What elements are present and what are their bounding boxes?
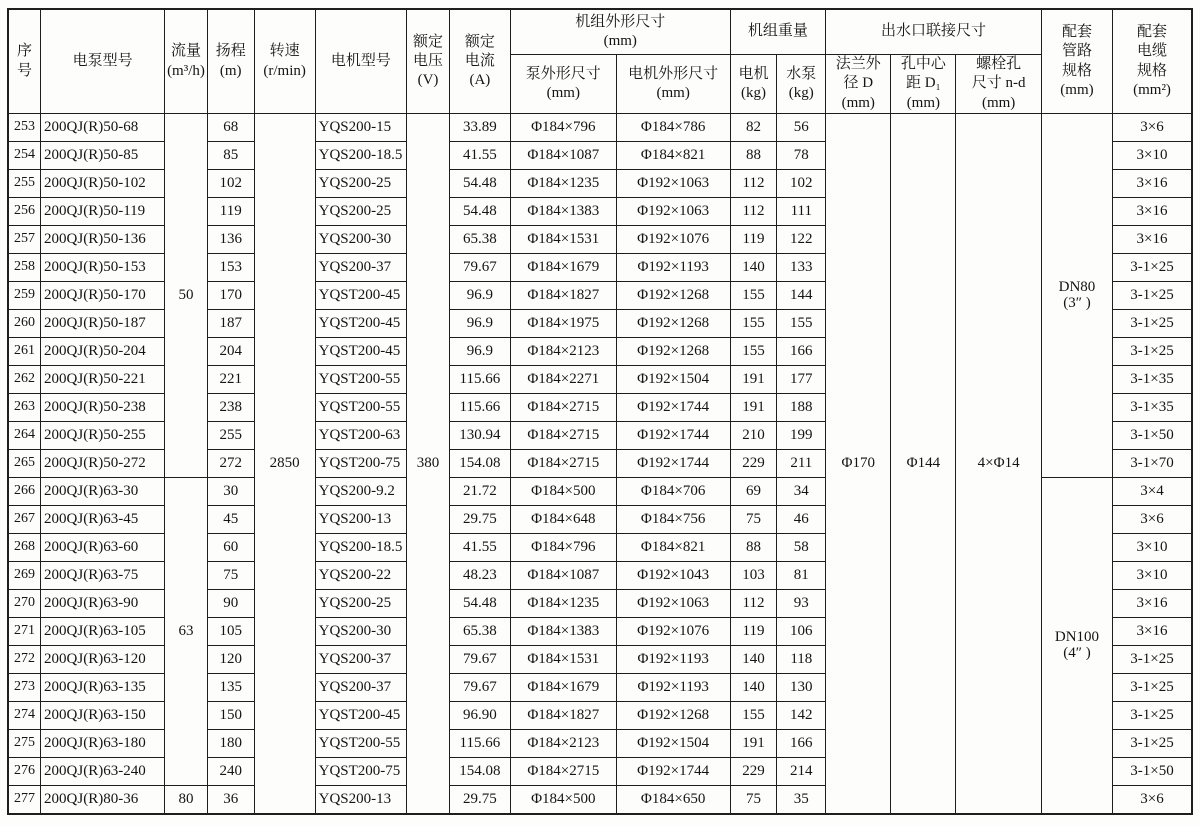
cell-serial: 261 (8, 338, 41, 366)
cell-cable-spec: 3×16 (1113, 590, 1192, 618)
cell-cable-spec: 3-1×25 (1113, 310, 1192, 338)
col-header-head: 扬程 (m) (207, 9, 254, 114)
cell-head: 120 (207, 646, 254, 674)
cell-cable-spec: 3-1×25 (1113, 646, 1192, 674)
cell-model: 200QJ(R)63-45 (41, 506, 165, 534)
cell-voltage: 380 (407, 114, 450, 815)
cell-motor-weight: 140 (730, 674, 777, 702)
cell-cable-spec: 3×6 (1113, 786, 1192, 815)
cell-motor-weight: 191 (730, 730, 777, 758)
cell-cable-spec: 3-1×25 (1113, 254, 1192, 282)
cell-cable-spec: 3-1×25 (1113, 282, 1192, 310)
col-header-motor-model: 电机型号 (315, 9, 407, 114)
col-header-voltage: 额定 电压 (V) (407, 9, 450, 114)
col-header-cable-spec: 配套 电缆 规格 (mm²) (1113, 9, 1192, 114)
cell-serial: 277 (8, 786, 41, 815)
cell-serial: 255 (8, 170, 41, 198)
col-header-motor-dimensions: 电机外形尺寸 (mm) (616, 55, 730, 114)
cell-serial: 273 (8, 674, 41, 702)
cell-motor-weight: 112 (730, 198, 777, 226)
cell-motor-model: YQST200-75 (315, 450, 407, 478)
col-header-bolt-hole-size: 螺栓孔 尺寸 n-d (mm) (956, 55, 1041, 114)
cell-current: 54.48 (449, 170, 510, 198)
cell-pump-dimensions: Φ184×2715 (510, 758, 616, 786)
cell-motor-weight: 88 (730, 142, 777, 170)
cell-motor-weight: 69 (730, 478, 777, 506)
cell-model: 200QJ(R)63-60 (41, 534, 165, 562)
cell-motor-dimensions: Φ192×1744 (616, 758, 730, 786)
cell-head: 36 (207, 786, 254, 815)
cell-motor-model: YQS200-13 (315, 506, 407, 534)
cell-pump-dimensions: Φ184×1531 (510, 646, 616, 674)
cell-model: 200QJ(R)50-187 (41, 310, 165, 338)
cell-motor-dimensions: Φ192×1268 (616, 702, 730, 730)
cell-current: 115.66 (449, 394, 510, 422)
cell-model: 200QJ(R)50-204 (41, 338, 165, 366)
col-group-unit-dimensions: 机组外形尺寸 (mm) (510, 9, 730, 55)
cell-motor-weight: 112 (730, 170, 777, 198)
cell-motor-dimensions: Φ192×1268 (616, 310, 730, 338)
cell-head: 150 (207, 702, 254, 730)
cell-current: 65.38 (449, 618, 510, 646)
cell-pump-weight: 102 (777, 170, 826, 198)
cell-pump-weight: 56 (777, 114, 826, 142)
cell-serial: 267 (8, 506, 41, 534)
cell-head: 30 (207, 478, 254, 506)
cell-cable-spec: 3×6 (1113, 114, 1192, 142)
cell-motor-dimensions: Φ192×1063 (616, 590, 730, 618)
cell-pump-dimensions: Φ184×1827 (510, 702, 616, 730)
cell-current: 79.67 (449, 674, 510, 702)
cell-current: 96.9 (449, 282, 510, 310)
cell-flange-od: Φ170 (826, 114, 891, 815)
cell-model: 200QJ(R)50-255 (41, 422, 165, 450)
cell-motor-model: YQS200-18.5 (315, 142, 407, 170)
cell-motor-weight: 88 (730, 534, 777, 562)
cell-head: 255 (207, 422, 254, 450)
cell-head: 180 (207, 730, 254, 758)
cell-current: 21.72 (449, 478, 510, 506)
cell-model: 200QJ(R)80-36 (41, 786, 165, 815)
cell-head: 135 (207, 674, 254, 702)
cell-motor-model: YQST200-55 (315, 366, 407, 394)
cell-motor-weight: 155 (730, 282, 777, 310)
cell-motor-weight: 191 (730, 366, 777, 394)
cell-pump-weight: 106 (777, 618, 826, 646)
cell-motor-weight: 103 (730, 562, 777, 590)
cell-motor-model: YQST200-63 (315, 422, 407, 450)
cell-head: 85 (207, 142, 254, 170)
cell-head: 204 (207, 338, 254, 366)
cell-motor-dimensions: Φ192×1744 (616, 394, 730, 422)
cell-motor-model: YQST200-45 (315, 702, 407, 730)
col-header-hole-center-distance: 孔中心 距 D₁ (mm) (891, 55, 956, 114)
cell-cable-spec: 3-1×25 (1113, 338, 1192, 366)
cell-head: 187 (207, 310, 254, 338)
table-row (8, 114, 1192, 142)
cell-motor-model: YQS200-30 (315, 226, 407, 254)
cell-motor-dimensions: Φ192×1504 (616, 366, 730, 394)
cell-cable-spec: 3×10 (1113, 534, 1192, 562)
cell-motor-dimensions: Φ192×1076 (616, 226, 730, 254)
cell-motor-model: YQS200-22 (315, 562, 407, 590)
cell-motor-dimensions: Φ192×1193 (616, 646, 730, 674)
cell-pump-dimensions: Φ184×796 (510, 534, 616, 562)
cell-current: 115.66 (449, 366, 510, 394)
cell-motor-weight: 140 (730, 646, 777, 674)
cell-model: 200QJ(R)63-135 (41, 674, 165, 702)
cell-cable-spec: 3-1×35 (1113, 366, 1192, 394)
cell-cable-spec: 3-1×25 (1113, 730, 1192, 758)
cell-motor-weight: 155 (730, 702, 777, 730)
cell-head: 45 (207, 506, 254, 534)
cell-motor-model: YQS200-25 (315, 590, 407, 618)
cell-cable-spec: 3×10 (1113, 142, 1192, 170)
cell-motor-weight: 75 (730, 506, 777, 534)
cell-serial: 272 (8, 646, 41, 674)
cell-motor-weight: 112 (730, 590, 777, 618)
cell-head: 105 (207, 618, 254, 646)
cell-pipe-spec: DN80 (3″ ) (1041, 114, 1112, 478)
cell-serial: 268 (8, 534, 41, 562)
cell-cable-spec: 3-1×50 (1113, 758, 1192, 786)
cell-motor-model: YQS200-37 (315, 254, 407, 282)
cell-pump-weight: 130 (777, 674, 826, 702)
cell-motor-dimensions: Φ184×706 (616, 478, 730, 506)
cell-pump-weight: 46 (777, 506, 826, 534)
cell-head: 221 (207, 366, 254, 394)
cell-serial: 276 (8, 758, 41, 786)
cell-motor-weight: 75 (730, 786, 777, 815)
cell-pump-weight: 211 (777, 450, 826, 478)
cell-model: 200QJ(R)63-30 (41, 478, 165, 506)
cell-serial: 264 (8, 422, 41, 450)
cell-motor-dimensions: Φ192×1744 (616, 450, 730, 478)
cell-model: 200QJ(R)50-153 (41, 254, 165, 282)
cell-head: 238 (207, 394, 254, 422)
cell-head: 240 (207, 758, 254, 786)
cell-head: 75 (207, 562, 254, 590)
cell-pump-dimensions: Φ184×500 (510, 478, 616, 506)
table-header (8, 9, 1192, 114)
table-body (8, 114, 1192, 815)
cell-current: 65.38 (449, 226, 510, 254)
cell-motor-weight: 191 (730, 394, 777, 422)
cell-current: 79.67 (449, 646, 510, 674)
cell-current: 96.90 (449, 702, 510, 730)
cell-pump-weight: 155 (777, 310, 826, 338)
cell-motor-weight: 82 (730, 114, 777, 142)
cell-pump-dimensions: Φ184×2715 (510, 394, 616, 422)
cell-pump-dimensions: Φ184×1827 (510, 282, 616, 310)
cell-pump-dimensions: Φ184×1679 (510, 254, 616, 282)
cell-pump-dimensions: Φ184×1383 (510, 618, 616, 646)
cell-model: 200QJ(R)63-240 (41, 758, 165, 786)
cell-pump-weight: 111 (777, 198, 826, 226)
cell-pump-dimensions: Φ184×1679 (510, 674, 616, 702)
cell-head: 119 (207, 198, 254, 226)
cell-motor-model: YQS200-25 (315, 198, 407, 226)
cell-hole-center-distance: Φ144 (891, 114, 956, 815)
cell-cable-spec: 3×10 (1113, 562, 1192, 590)
cell-head: 170 (207, 282, 254, 310)
cell-motor-dimensions: Φ192×1076 (616, 618, 730, 646)
cell-current: 96.9 (449, 338, 510, 366)
cell-model: 200QJ(R)63-90 (41, 590, 165, 618)
cell-flow: 63 (165, 478, 208, 786)
cell-serial: 253 (8, 114, 41, 142)
cell-motor-dimensions: Φ184×756 (616, 506, 730, 534)
cell-model: 200QJ(R)50-119 (41, 198, 165, 226)
col-header-pump-dimensions: 泵外形尺寸 (mm) (510, 55, 616, 114)
col-group-outlet-connection: 出水口联接尺寸 (826, 9, 1042, 55)
cell-pump-weight: 133 (777, 254, 826, 282)
cell-motor-dimensions: Φ192×1744 (616, 422, 730, 450)
cell-cable-spec: 3-1×70 (1113, 450, 1192, 478)
cell-pump-weight: 35 (777, 786, 826, 815)
cell-motor-dimensions: Φ192×1063 (616, 198, 730, 226)
cell-flow: 80 (165, 786, 208, 815)
cell-serial: 260 (8, 310, 41, 338)
cell-pump-weight: 118 (777, 646, 826, 674)
cell-current: 33.89 (449, 114, 510, 142)
cell-head: 153 (207, 254, 254, 282)
cell-pump-weight: 142 (777, 702, 826, 730)
cell-current: 29.75 (449, 786, 510, 815)
cell-motor-model: YQS200-30 (315, 618, 407, 646)
cell-motor-weight: 155 (730, 310, 777, 338)
cell-serial: 254 (8, 142, 41, 170)
cell-current: 29.75 (449, 506, 510, 534)
cell-cable-spec: 3×4 (1113, 478, 1192, 506)
cell-motor-model: YQS200-15 (315, 114, 407, 142)
cell-current: 130.94 (449, 422, 510, 450)
cell-model: 200QJ(R)63-105 (41, 618, 165, 646)
cell-model: 200QJ(R)63-75 (41, 562, 165, 590)
cell-speed: 2850 (254, 114, 315, 815)
cell-current: 96.9 (449, 310, 510, 338)
col-header-model: 电泵型号 (41, 9, 165, 114)
cell-flow: 50 (165, 114, 208, 478)
pump-spec-table (7, 8, 1193, 815)
cell-motor-dimensions: Φ184×786 (616, 114, 730, 142)
cell-serial: 265 (8, 450, 41, 478)
col-header-serial: 序号 (8, 9, 41, 114)
cell-cable-spec: 3-1×25 (1113, 674, 1192, 702)
cell-current: 54.48 (449, 590, 510, 618)
cell-motor-model: YQST200-55 (315, 394, 407, 422)
cell-head: 68 (207, 114, 254, 142)
cell-model: 200QJ(R)63-120 (41, 646, 165, 674)
cell-head: 60 (207, 534, 254, 562)
cell-motor-model: YQS200-25 (315, 170, 407, 198)
cell-pump-weight: 188 (777, 394, 826, 422)
cell-pump-dimensions: Φ184×2715 (510, 450, 616, 478)
cell-model: 200QJ(R)50-68 (41, 114, 165, 142)
cell-bolt-hole-size: 4×Φ14 (956, 114, 1041, 815)
col-header-flange-od: 法兰外 径 D (mm) (826, 55, 891, 114)
cell-model: 200QJ(R)63-180 (41, 730, 165, 758)
col-header-pump-weight: 水泵 (kg) (777, 55, 826, 114)
cell-head: 102 (207, 170, 254, 198)
cell-serial: 266 (8, 478, 41, 506)
cell-pump-dimensions: Φ184×1235 (510, 590, 616, 618)
cell-pump-dimensions: Φ184×2123 (510, 338, 616, 366)
cell-motor-model: YQST200-45 (315, 338, 407, 366)
cell-model: 200QJ(R)50-136 (41, 226, 165, 254)
cell-pump-dimensions: Φ184×1087 (510, 142, 616, 170)
col-header-current: 额定 电流 (A) (449, 9, 510, 114)
cell-current: 54.48 (449, 198, 510, 226)
cell-cable-spec: 3×16 (1113, 170, 1192, 198)
cell-pipe-spec: DN100 (4″ ) (1041, 478, 1112, 815)
cell-current: 79.67 (449, 254, 510, 282)
cell-serial: 271 (8, 618, 41, 646)
cell-model: 200QJ(R)50-238 (41, 394, 165, 422)
cell-pump-weight: 177 (777, 366, 826, 394)
cell-model: 200QJ(R)50-221 (41, 366, 165, 394)
cell-cable-spec: 3×16 (1113, 618, 1192, 646)
cell-pump-weight: 93 (777, 590, 826, 618)
cell-motor-weight: 155 (730, 338, 777, 366)
cell-serial: 269 (8, 562, 41, 590)
col-header-motor-weight: 电机 (kg) (730, 55, 777, 114)
cell-current: 48.23 (449, 562, 510, 590)
cell-head: 90 (207, 590, 254, 618)
cell-serial: 257 (8, 226, 41, 254)
cell-serial: 263 (8, 394, 41, 422)
col-header-flow: 流量 (m³/h) (165, 9, 208, 114)
cell-model: 200QJ(R)50-272 (41, 450, 165, 478)
cell-motor-dimensions: Φ192×1268 (616, 282, 730, 310)
cell-pump-weight: 144 (777, 282, 826, 310)
cell-pump-dimensions: Φ184×1235 (510, 170, 616, 198)
cell-serial: 256 (8, 198, 41, 226)
cell-pump-dimensions: Φ184×1975 (510, 310, 616, 338)
cell-motor-weight: 229 (730, 450, 777, 478)
cell-pump-weight: 166 (777, 338, 826, 366)
cell-serial: 258 (8, 254, 41, 282)
cell-pump-dimensions: Φ184×2715 (510, 422, 616, 450)
cell-pump-dimensions: Φ184×796 (510, 114, 616, 142)
cell-current: 41.55 (449, 142, 510, 170)
cell-pump-weight: 199 (777, 422, 826, 450)
cell-cable-spec: 3×16 (1113, 198, 1192, 226)
cell-motor-model: YQST200-75 (315, 758, 407, 786)
cell-pump-weight: 166 (777, 730, 826, 758)
col-group-unit-weight: 机组重量 (730, 9, 826, 55)
cell-motor-model: YQS200-37 (315, 674, 407, 702)
cell-pump-dimensions: Φ184×2271 (510, 366, 616, 394)
cell-cable-spec: 3-1×35 (1113, 394, 1192, 422)
cell-pump-dimensions: Φ184×1383 (510, 198, 616, 226)
cell-motor-dimensions: Φ192×1193 (616, 674, 730, 702)
cell-motor-model: YQST200-45 (315, 310, 407, 338)
cell-serial: 262 (8, 366, 41, 394)
cell-current: 115.66 (449, 730, 510, 758)
cell-cable-spec: 3-1×25 (1113, 702, 1192, 730)
cell-motor-dimensions: Φ184×821 (616, 142, 730, 170)
cell-pump-weight: 58 (777, 534, 826, 562)
cell-motor-dimensions: Φ192×1504 (616, 730, 730, 758)
cell-motor-weight: 119 (730, 226, 777, 254)
cell-motor-weight: 210 (730, 422, 777, 450)
cell-motor-dimensions: Φ192×1043 (616, 562, 730, 590)
cell-pump-dimensions: Φ184×648 (510, 506, 616, 534)
cell-head: 136 (207, 226, 254, 254)
cell-pump-weight: 78 (777, 142, 826, 170)
cell-motor-model: YQST200-55 (315, 730, 407, 758)
cell-motor-dimensions: Φ184×821 (616, 534, 730, 562)
cell-motor-model: YQS200-37 (315, 646, 407, 674)
cell-model: 200QJ(R)50-85 (41, 142, 165, 170)
cell-current: 154.08 (449, 758, 510, 786)
cell-pump-weight: 34 (777, 478, 826, 506)
cell-cable-spec: 3×16 (1113, 226, 1192, 254)
cell-pump-dimensions: Φ184×1087 (510, 562, 616, 590)
cell-motor-weight: 140 (730, 254, 777, 282)
cell-motor-dimensions: Φ192×1193 (616, 254, 730, 282)
cell-current: 41.55 (449, 534, 510, 562)
cell-serial: 270 (8, 590, 41, 618)
cell-pump-weight: 81 (777, 562, 826, 590)
col-header-speed: 转速 (r/min) (254, 9, 315, 114)
cell-pump-weight: 214 (777, 758, 826, 786)
cell-serial: 274 (8, 702, 41, 730)
cell-model: 200QJ(R)50-102 (41, 170, 165, 198)
cell-motor-model: YQST200-45 (315, 282, 407, 310)
cell-motor-dimensions: Φ184×650 (616, 786, 730, 815)
cell-current: 154.08 (449, 450, 510, 478)
col-header-pipe-spec: 配套 管路 规格 (mm) (1041, 9, 1112, 114)
cell-motor-dimensions: Φ192×1063 (616, 170, 730, 198)
cell-pump-dimensions: Φ184×1531 (510, 226, 616, 254)
cell-motor-weight: 229 (730, 758, 777, 786)
cell-model: 200QJ(R)63-150 (41, 702, 165, 730)
cell-model: 200QJ(R)50-170 (41, 282, 165, 310)
cell-motor-dimensions: Φ192×1268 (616, 338, 730, 366)
cell-cable-spec: 3-1×50 (1113, 422, 1192, 450)
cell-motor-weight: 119 (730, 618, 777, 646)
cell-head: 272 (207, 450, 254, 478)
cell-motor-model: YQS200-13 (315, 786, 407, 815)
cell-motor-model: YQS200-9.2 (315, 478, 407, 506)
cell-pump-dimensions: Φ184×2123 (510, 730, 616, 758)
cell-pump-dimensions: Φ184×500 (510, 786, 616, 815)
cell-serial: 259 (8, 282, 41, 310)
cell-pump-weight: 122 (777, 226, 826, 254)
cell-motor-model: YQS200-18.5 (315, 534, 407, 562)
cell-serial: 275 (8, 730, 41, 758)
cell-cable-spec: 3×6 (1113, 506, 1192, 534)
